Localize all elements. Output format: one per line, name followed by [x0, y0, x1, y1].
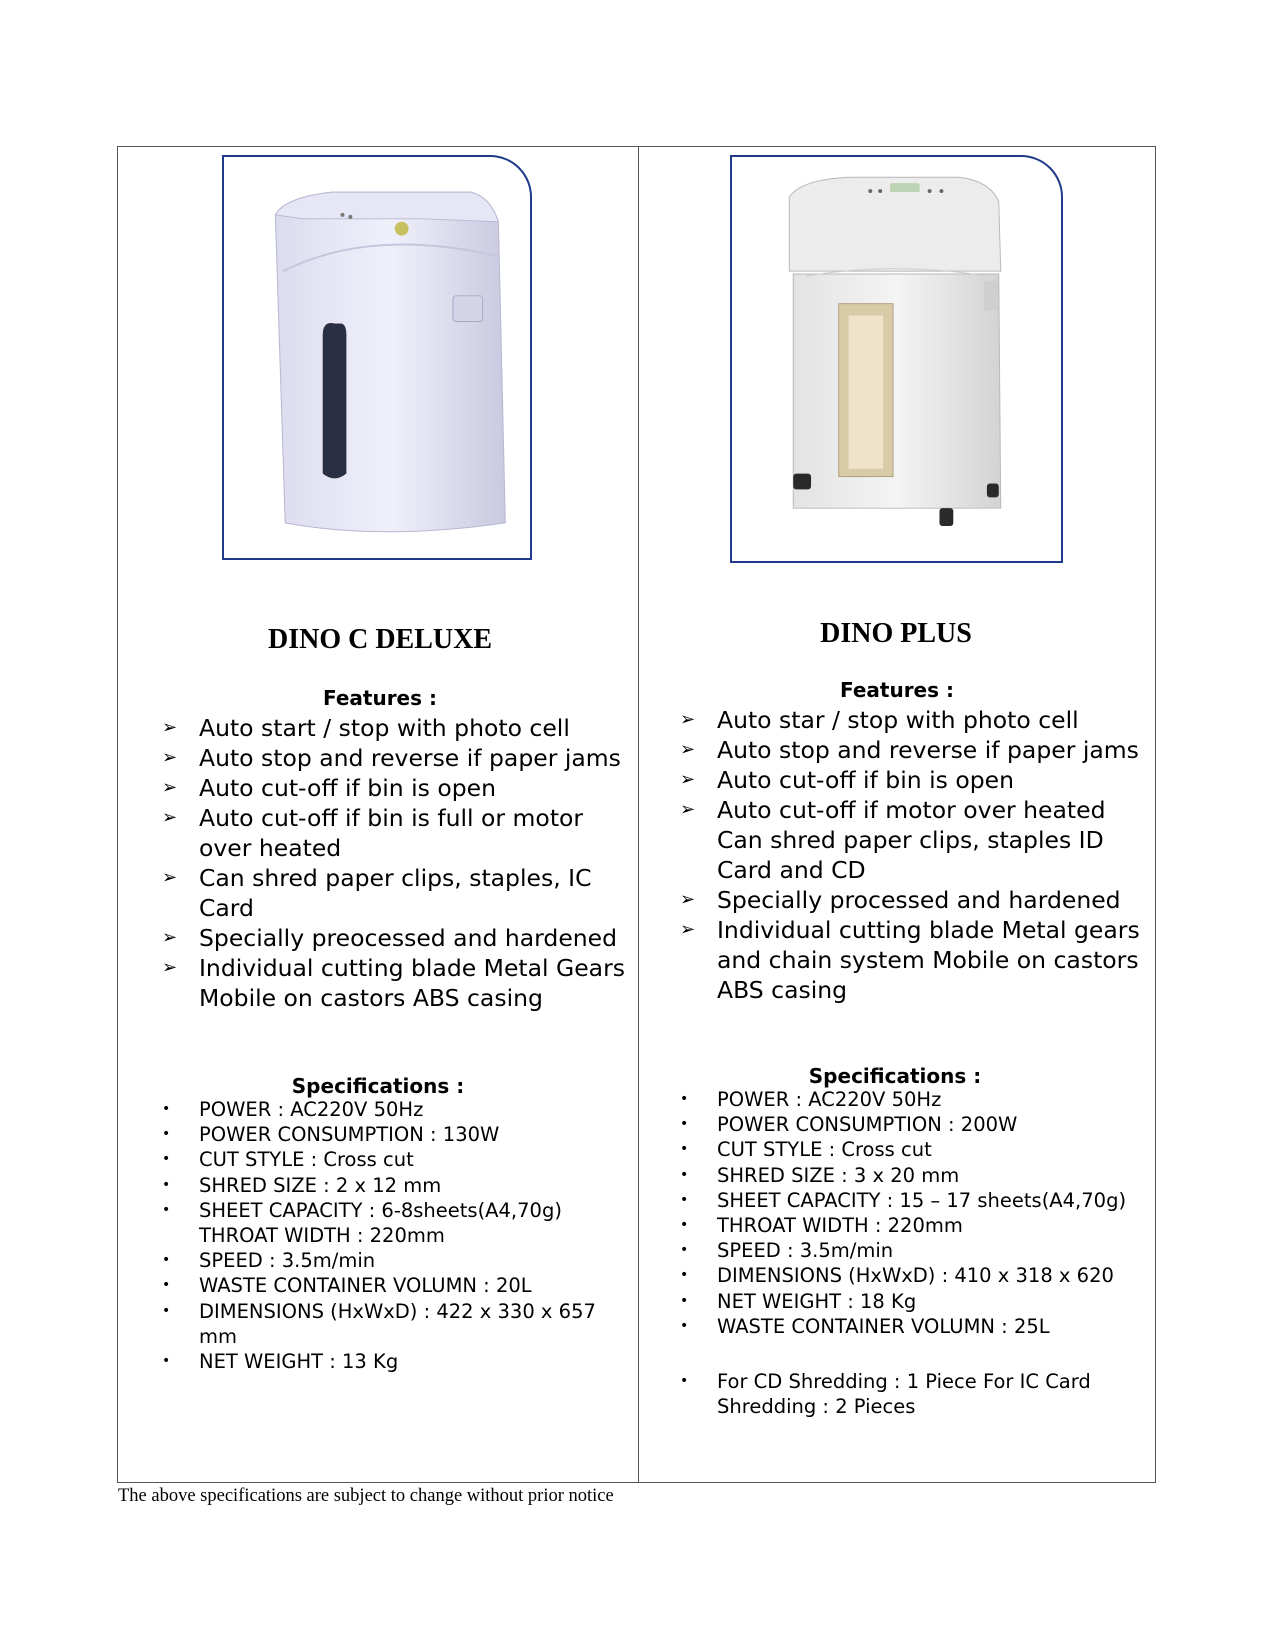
list-item [162, 1097, 632, 1122]
spec-text: CUT STYLE : Cross cut [717, 1138, 932, 1162]
spec-text: POWER : AC220V 50Hz [717, 1088, 942, 1111]
dot-bullet-icon: • [162, 1126, 171, 1143]
arrowhead-bullet-icon: ➢ [162, 807, 178, 828]
list-item [162, 1248, 632, 1273]
dot-bullet-icon: • [680, 1317, 689, 1334]
features-heading: Features : [839, 678, 954, 702]
specifications-list [680, 1087, 1150, 1339]
list-item [680, 1087, 1150, 1112]
dot-bullet-icon: • [680, 1292, 689, 1309]
list-item [162, 773, 632, 803]
list-item [680, 915, 1150, 1005]
spec-text: POWER : AC220V 50Hz [199, 1098, 424, 1121]
spec-text: SPEED : 3.5m/min [199, 1249, 376, 1273]
arrowhead-bullet-icon: ➢ [680, 739, 696, 760]
spec-text: For CD Shredding : 1 Piece For IC Card Shredding : 2 Pieces [717, 1370, 1091, 1419]
arrowhead-bullet-icon: ➢ [680, 889, 696, 910]
dot-bullet-icon: • [162, 1176, 171, 1193]
arrowhead-bullet-icon: ➢ [680, 769, 696, 790]
list-item [162, 713, 632, 743]
feature-text: Individual cutting blade Metal Gears Mobile on castors ABS casing [199, 954, 625, 1012]
dot-bullet-icon: • [680, 1091, 689, 1107]
arrowhead-bullet-icon: ➢ [680, 919, 696, 940]
feature-text: Individual cutting blade Metal gears and chain system Mobile on castors ABS casing [717, 916, 1140, 1004]
spec-text: SHEET CAPACITY : 15 – 17 sheets(A4,70g) [717, 1188, 1127, 1212]
list-item [680, 1369, 1150, 1419]
spec-text: SPEED : 3.5m/min [717, 1239, 894, 1263]
dot-bullet-icon: • [162, 1201, 171, 1218]
feature-text: Auto cut-off if bin is open [717, 766, 1014, 794]
list-item [680, 1137, 1150, 1162]
spec-text: SHRED SIZE : 2 x 12 mm [199, 1173, 442, 1197]
feature-text: Auto cut-off if motor over heated Can shred paper clips, staples ID Card and CD [717, 796, 1106, 884]
shredder-illustration [732, 157, 1061, 561]
specifications-heading: Specifications : [808, 1064, 982, 1088]
dot-bullet-icon: • [680, 1373, 689, 1389]
list-item [680, 1263, 1150, 1288]
list-item [680, 735, 1150, 765]
arrowhead-bullet-icon: ➢ [162, 957, 178, 978]
list-item [680, 1112, 1150, 1137]
feature-text: Auto stop and reverse if paper jams [199, 744, 621, 772]
dot-bullet-icon: • [162, 1151, 171, 1168]
dot-bullet-icon: • [680, 1191, 689, 1208]
list-item [680, 1238, 1150, 1263]
feature-text: Specially processed and hardened [717, 886, 1121, 914]
feature-text: Auto cut-off if bin is open [199, 774, 496, 802]
list-item [680, 795, 1150, 885]
feature-text: Specially preocessed and hardened [199, 924, 618, 952]
spec-text: THROAT WIDTH : 220mm [717, 1214, 963, 1238]
spec-text: NET WEIGHT : 18 Kg [717, 1289, 917, 1313]
list-item [680, 1314, 1150, 1339]
feature-text: Auto start / stop with photo cell [199, 714, 570, 742]
list-item [162, 1173, 632, 1198]
spec-text: WASTE CONTAINER VOLUMN : 20L [199, 1274, 532, 1298]
feature-text: Auto stop and reverse if paper jams [717, 736, 1139, 764]
spec-text: WASTE CONTAINER VOLUMN : 25L [717, 1314, 1050, 1338]
list-item [162, 803, 632, 863]
spec-text: DIMENSIONS (HxWxD) : 422 x 330 x 657 mm [199, 1299, 596, 1348]
product-title: DINO PLUS [820, 618, 972, 649]
specifications-heading: Specifications : [291, 1074, 465, 1098]
list-item [680, 765, 1150, 795]
extra-specifications-list [680, 1369, 1150, 1419]
shredder-illustration [224, 157, 530, 558]
spec-text: SHEET CAPACITY : 6-8sheets(A4,70g) THROAT WIDTH : 220mm [199, 1198, 562, 1248]
spec-text: NET WEIGHT : 13 Kg [199, 1350, 399, 1374]
list-item [162, 1198, 632, 1248]
column-divider [638, 147, 639, 1482]
dot-bullet-icon: • [680, 1141, 689, 1158]
dot-bullet-icon: • [680, 1166, 689, 1183]
dot-bullet-icon: • [162, 1277, 171, 1294]
arrowhead-bullet-icon: ➢ [162, 777, 178, 798]
features-heading: Features : [322, 686, 437, 710]
list-item [162, 743, 632, 773]
list-item [162, 1349, 632, 1374]
list-item [162, 1273, 632, 1298]
dino-plus-photo [730, 155, 1063, 563]
arrowhead-bullet-icon: ➢ [162, 747, 178, 768]
dot-bullet-icon: • [680, 1217, 689, 1234]
list-item [162, 1299, 632, 1349]
list-item [680, 1163, 1150, 1188]
dot-bullet-icon: • [162, 1353, 171, 1370]
product-title: DINO C DELUXE [267, 624, 493, 655]
spec-text: POWER CONSUMPTION : 130W [199, 1123, 500, 1147]
arrowhead-bullet-icon: ➢ [162, 927, 178, 948]
list-item [680, 1213, 1150, 1238]
spec-text: CUT STYLE : Cross cut [199, 1148, 414, 1172]
feature-text: Can shred paper clips, staples, IC Card [199, 864, 592, 922]
features-list [680, 705, 1150, 1005]
dot-bullet-icon: • [680, 1267, 689, 1284]
footer-note: The above specifications are subject to change without prior notice [118, 1486, 614, 1506]
arrowhead-bullet-icon: ➢ [162, 867, 178, 888]
features-list [162, 713, 632, 1013]
arrowhead-bullet-icon: ➢ [680, 799, 696, 820]
dot-bullet-icon: • [162, 1252, 171, 1269]
feature-text: Auto cut-off if bin is full or motor over heated [199, 804, 584, 862]
list-item [680, 885, 1150, 915]
list-item [162, 953, 632, 1013]
list-item [162, 863, 632, 923]
spec-text: DIMENSIONS (HxWxD) : 410 x 318 x 620 [717, 1264, 1114, 1288]
dot-bullet-icon: • [680, 1116, 689, 1133]
feature-text: Auto star / stop with photo cell [717, 706, 1079, 734]
spec-text: POWER CONSUMPTION : 200W [717, 1113, 1018, 1137]
arrowhead-bullet-icon: ➢ [680, 709, 696, 730]
dino-c-deluxe-photo [222, 155, 532, 560]
list-item [162, 1147, 632, 1172]
list-item [680, 1188, 1150, 1213]
dot-bullet-icon: • [680, 1242, 689, 1259]
list-item [680, 1289, 1150, 1314]
dot-bullet-icon: • [162, 1101, 171, 1117]
spec-text: SHRED SIZE : 3 x 20 mm [717, 1163, 960, 1187]
dot-bullet-icon: • [162, 1302, 171, 1319]
list-item [162, 1122, 632, 1147]
list-item [162, 923, 632, 953]
arrowhead-bullet-icon: ➢ [162, 717, 178, 738]
list-item [680, 705, 1150, 735]
specifications-list [162, 1097, 632, 1374]
